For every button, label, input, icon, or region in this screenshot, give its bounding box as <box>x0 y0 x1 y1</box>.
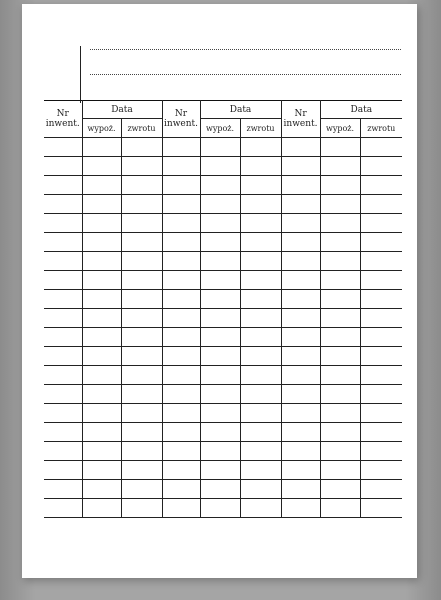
zwrotu-cell[interactable] <box>360 138 402 157</box>
wypoz-cell[interactable] <box>200 423 240 442</box>
wypoz-cell[interactable] <box>320 195 360 214</box>
wypoz-cell[interactable] <box>320 309 360 328</box>
nr-inwent-cell[interactable] <box>281 499 320 518</box>
wypoz-cell[interactable] <box>200 328 240 347</box>
grid-body <box>44 138 402 518</box>
inventory-table <box>44 100 402 518</box>
zwrotu-cell[interactable] <box>360 176 402 195</box>
nr-inwent-header-3 <box>281 101 320 138</box>
nr-inwent-cell[interactable] <box>281 423 320 442</box>
nr-inwent-cell[interactable] <box>281 347 320 366</box>
table-row <box>44 252 402 271</box>
wypoz-cell[interactable] <box>200 366 240 385</box>
wypoz-cell[interactable] <box>200 271 240 290</box>
table-row <box>44 176 402 195</box>
data-header-3: Data <box>320 101 402 119</box>
zwrotu-cell[interactable] <box>240 385 281 404</box>
zwrotu-cell[interactable] <box>360 423 402 442</box>
nr-inwent-cell[interactable] <box>44 309 82 328</box>
nr-inwent-cell[interactable] <box>162 328 200 347</box>
zwrotu-cell[interactable] <box>360 233 402 252</box>
inwent-label: inwent. <box>164 119 198 129</box>
table-row <box>44 328 402 347</box>
table-row <box>44 309 402 328</box>
wypoz-header-3: wypoż. <box>320 119 360 138</box>
table-row <box>44 461 402 480</box>
nr-inwent-cell[interactable] <box>162 366 200 385</box>
zwrotu-cell[interactable] <box>240 328 281 347</box>
nr-inwent-cell[interactable] <box>281 271 320 290</box>
wypoz-cell[interactable] <box>200 385 240 404</box>
zwrotu-cell[interactable] <box>360 366 402 385</box>
zwrotu-cell[interactable] <box>240 461 281 480</box>
wypoz-cell[interactable] <box>82 195 121 214</box>
zwrotu-cell[interactable] <box>240 271 281 290</box>
wypoz-cell[interactable] <box>82 366 121 385</box>
nr-inwent-cell[interactable] <box>162 138 200 157</box>
wypoz-cell[interactable] <box>82 233 121 252</box>
table-row <box>44 347 402 366</box>
zwrotu-cell[interactable] <box>240 404 281 423</box>
inwent-label: inwent. <box>283 119 318 129</box>
zwrotu-cell[interactable] <box>121 290 162 309</box>
nr-inwent-cell[interactable] <box>44 214 82 233</box>
wypoz-cell[interactable] <box>320 461 360 480</box>
zwrotu-cell[interactable] <box>240 423 281 442</box>
table-row <box>44 290 402 309</box>
wypoz-cell[interactable] <box>82 347 121 366</box>
table-row <box>44 442 402 461</box>
wypoz-cell[interactable] <box>82 214 121 233</box>
zwrotu-cell[interactable] <box>121 461 162 480</box>
inwent-label: inwent. <box>45 119 80 129</box>
nr-inwent-cell[interactable] <box>44 366 82 385</box>
wypoz-cell[interactable] <box>82 423 121 442</box>
nr-inwent-cell[interactable] <box>162 157 200 176</box>
data-header-2: Data <box>200 101 281 119</box>
wypoz-cell[interactable] <box>200 138 240 157</box>
zwrotu-cell[interactable] <box>360 195 402 214</box>
wypoz-cell[interactable] <box>82 271 121 290</box>
nr-inwent-cell[interactable] <box>281 461 320 480</box>
wypoz-cell[interactable] <box>82 461 121 480</box>
zwrotu-cell[interactable] <box>240 214 281 233</box>
nr-inwent-cell[interactable] <box>162 271 200 290</box>
zwrotu-cell[interactable] <box>121 233 162 252</box>
nr-inwent-cell[interactable] <box>162 176 200 195</box>
zwrotu-cell[interactable] <box>121 499 162 518</box>
zwrotu-cell[interactable] <box>121 309 162 328</box>
wypoz-cell[interactable] <box>200 461 240 480</box>
nr-inwent-cell[interactable] <box>162 290 200 309</box>
nr-inwent-cell[interactable] <box>281 366 320 385</box>
nr-inwent-cell[interactable] <box>44 290 82 309</box>
wypoz-cell[interactable] <box>320 290 360 309</box>
zwrotu-cell[interactable] <box>360 442 402 461</box>
nr-inwent-cell[interactable] <box>162 385 200 404</box>
table-row <box>44 195 402 214</box>
nr-inwent-cell[interactable] <box>281 157 320 176</box>
nr-inwent-cell[interactable] <box>44 404 82 423</box>
zwrotu-cell[interactable] <box>360 290 402 309</box>
zwrotu-cell[interactable] <box>360 271 402 290</box>
wypoz-cell[interactable] <box>82 157 121 176</box>
zwrotu-cell[interactable] <box>240 309 281 328</box>
zwrotu-header-2: zwrotu <box>240 119 281 138</box>
wypoz-cell[interactable] <box>82 290 121 309</box>
nr-inwent-cell[interactable] <box>281 195 320 214</box>
nr-inwent-cell[interactable] <box>281 309 320 328</box>
zwrotu-cell[interactable] <box>121 271 162 290</box>
zwrotu-header-1: zwrotu <box>121 119 162 138</box>
wypoz-cell[interactable] <box>200 442 240 461</box>
wypoz-cell[interactable] <box>200 499 240 518</box>
nr-inwent-cell[interactable] <box>44 480 82 499</box>
nr-inwent-cell[interactable] <box>44 271 82 290</box>
zwrotu-cell[interactable] <box>240 176 281 195</box>
zwrotu-cell[interactable] <box>240 138 281 157</box>
wypoz-cell[interactable] <box>200 176 240 195</box>
zwrotu-cell[interactable] <box>121 404 162 423</box>
nr-inwent-cell[interactable] <box>162 499 200 518</box>
zwrotu-cell[interactable] <box>360 309 402 328</box>
nr-inwent-cell[interactable] <box>281 328 320 347</box>
header-row-1 <box>44 101 402 119</box>
wypoz-cell[interactable] <box>82 499 121 518</box>
wypoz-cell[interactable] <box>320 480 360 499</box>
wypoz-cell[interactable] <box>82 480 121 499</box>
wypoz-cell[interactable] <box>320 423 360 442</box>
nr-inwent-cell[interactable] <box>44 233 82 252</box>
wypoz-cell[interactable] <box>200 480 240 499</box>
nr-inwent-cell[interactable] <box>44 157 82 176</box>
table-row <box>44 499 402 518</box>
wypoz-cell[interactable] <box>200 252 240 271</box>
wypoz-cell[interactable] <box>320 214 360 233</box>
wypoz-cell[interactable] <box>82 385 121 404</box>
zwrotu-cell[interactable] <box>240 442 281 461</box>
wypoz-cell[interactable] <box>320 328 360 347</box>
zwrotu-cell[interactable] <box>121 385 162 404</box>
table-row <box>44 233 402 252</box>
nr-label: Nr <box>294 109 307 119</box>
nr-inwent-cell[interactable] <box>281 138 320 157</box>
nr-inwent-cell[interactable] <box>44 347 82 366</box>
nr-inwent-cell[interactable] <box>44 442 82 461</box>
nr-inwent-cell[interactable] <box>44 252 82 271</box>
zwrotu-cell[interactable] <box>240 252 281 271</box>
zwrotu-cell[interactable] <box>121 195 162 214</box>
zwrotu-cell[interactable] <box>360 499 402 518</box>
nr-inwent-cell[interactable] <box>281 252 320 271</box>
wypoz-cell[interactable] <box>320 176 360 195</box>
wypoz-cell[interactable] <box>82 309 121 328</box>
wypoz-cell[interactable] <box>200 214 240 233</box>
zwrotu-cell[interactable] <box>121 214 162 233</box>
nr-inwent-cell[interactable] <box>162 442 200 461</box>
wypoz-cell[interactable] <box>320 347 360 366</box>
wypoz-cell[interactable] <box>200 157 240 176</box>
nr-inwent-cell[interactable] <box>281 233 320 252</box>
nr-inwent-cell[interactable] <box>162 347 200 366</box>
nr-inwent-cell[interactable] <box>281 290 320 309</box>
nr-inwent-cell[interactable] <box>44 328 82 347</box>
wypoz-cell[interactable] <box>82 328 121 347</box>
zwrotu-cell[interactable] <box>121 176 162 195</box>
nr-inwent-cell[interactable] <box>281 385 320 404</box>
zwrotu-cell[interactable] <box>240 290 281 309</box>
wypoz-cell[interactable] <box>320 138 360 157</box>
wypoz-cell[interactable] <box>200 404 240 423</box>
fill-in-line-2[interactable] <box>90 74 401 75</box>
zwrotu-header-3: zwrotu <box>360 119 402 138</box>
wypoz-cell[interactable] <box>200 195 240 214</box>
wypoz-cell[interactable] <box>82 252 121 271</box>
table-row <box>44 271 402 290</box>
zwrotu-cell[interactable] <box>121 347 162 366</box>
nr-inwent-cell[interactable] <box>162 309 200 328</box>
nr-label: Nr <box>174 109 188 119</box>
table-row <box>44 480 402 499</box>
wypoz-header-1: wypoż. <box>82 119 121 138</box>
fill-in-line-1[interactable] <box>90 49 401 50</box>
table-row <box>44 138 402 157</box>
wypoz-cell[interactable] <box>320 442 360 461</box>
nr-inwent-cell[interactable] <box>44 385 82 404</box>
nr-inwent-cell[interactable] <box>162 195 200 214</box>
header-vertical-rule <box>80 46 81 103</box>
wypoz-cell[interactable] <box>200 290 240 309</box>
table-row <box>44 385 402 404</box>
table-row <box>44 157 402 176</box>
zwrotu-cell[interactable] <box>121 480 162 499</box>
nr-inwent-cell[interactable] <box>281 404 320 423</box>
nr-inwent-cell[interactable] <box>162 423 200 442</box>
nr-inwent-cell[interactable] <box>162 252 200 271</box>
nr-label: Nr <box>56 109 69 119</box>
wypoz-cell[interactable] <box>200 347 240 366</box>
zwrotu-cell[interactable] <box>121 157 162 176</box>
nr-inwent-cell[interactable] <box>44 499 82 518</box>
zwrotu-cell[interactable] <box>360 328 402 347</box>
nr-inwent-cell[interactable] <box>162 214 200 233</box>
nr-inwent-cell[interactable] <box>162 480 200 499</box>
zwrotu-cell[interactable] <box>360 347 402 366</box>
wypoz-cell[interactable] <box>82 176 121 195</box>
zwrotu-cell[interactable] <box>240 157 281 176</box>
zwrotu-cell[interactable] <box>240 499 281 518</box>
data-header-1: Data <box>82 101 162 119</box>
wypoz-cell[interactable] <box>82 404 121 423</box>
wypoz-cell[interactable] <box>320 366 360 385</box>
nr-inwent-header-1 <box>44 101 82 138</box>
nr-inwent-cell[interactable] <box>44 138 82 157</box>
nr-inwent-cell[interactable] <box>162 404 200 423</box>
zwrotu-cell[interactable] <box>360 480 402 499</box>
zwrotu-cell[interactable] <box>240 366 281 385</box>
nr-inwent-cell[interactable] <box>162 233 200 252</box>
wypoz-cell[interactable] <box>82 442 121 461</box>
zwrotu-cell[interactable] <box>360 385 402 404</box>
wypoz-cell[interactable] <box>320 271 360 290</box>
zwrotu-cell[interactable] <box>360 214 402 233</box>
zwrotu-cell[interactable] <box>121 252 162 271</box>
table-row <box>44 423 402 442</box>
zwrotu-cell[interactable] <box>360 157 402 176</box>
nr-inwent-cell[interactable] <box>162 461 200 480</box>
zwrotu-cell[interactable] <box>240 347 281 366</box>
wypoz-cell[interactable] <box>82 138 121 157</box>
nr-inwent-cell[interactable] <box>44 423 82 442</box>
wypoz-cell[interactable] <box>320 385 360 404</box>
wypoz-cell[interactable] <box>320 157 360 176</box>
nr-inwent-cell[interactable] <box>281 176 320 195</box>
table-row <box>44 214 402 233</box>
zwrotu-cell[interactable] <box>121 423 162 442</box>
wypoz-cell[interactable] <box>200 233 240 252</box>
zwrotu-cell[interactable] <box>240 195 281 214</box>
wypoz-cell[interactable] <box>320 252 360 271</box>
wypoz-header-2: wypoż. <box>200 119 240 138</box>
wypoz-cell[interactable] <box>320 233 360 252</box>
wypoz-cell[interactable] <box>320 404 360 423</box>
zwrotu-cell[interactable] <box>240 480 281 499</box>
zwrotu-cell[interactable] <box>360 252 402 271</box>
nr-inwent-cell[interactable] <box>44 176 82 195</box>
inventory-grid <box>44 100 402 544</box>
form-page <box>22 4 417 578</box>
zwrotu-cell[interactable] <box>121 442 162 461</box>
nr-inwent-cell[interactable] <box>281 214 320 233</box>
zwrotu-cell[interactable] <box>121 366 162 385</box>
zwrotu-cell[interactable] <box>240 233 281 252</box>
zwrotu-cell[interactable] <box>121 138 162 157</box>
table-row <box>44 366 402 385</box>
zwrotu-cell[interactable] <box>360 404 402 423</box>
nr-inwent-header-2 <box>162 101 200 138</box>
wypoz-cell[interactable] <box>320 499 360 518</box>
nr-inwent-cell[interactable] <box>281 480 320 499</box>
table-row <box>44 404 402 423</box>
nr-inwent-cell[interactable] <box>44 195 82 214</box>
zwrotu-cell[interactable] <box>360 461 402 480</box>
zwrotu-cell[interactable] <box>121 328 162 347</box>
wypoz-cell[interactable] <box>200 309 240 328</box>
nr-inwent-cell[interactable] <box>44 461 82 480</box>
nr-inwent-cell[interactable] <box>281 442 320 461</box>
header-row-2 <box>44 119 402 138</box>
